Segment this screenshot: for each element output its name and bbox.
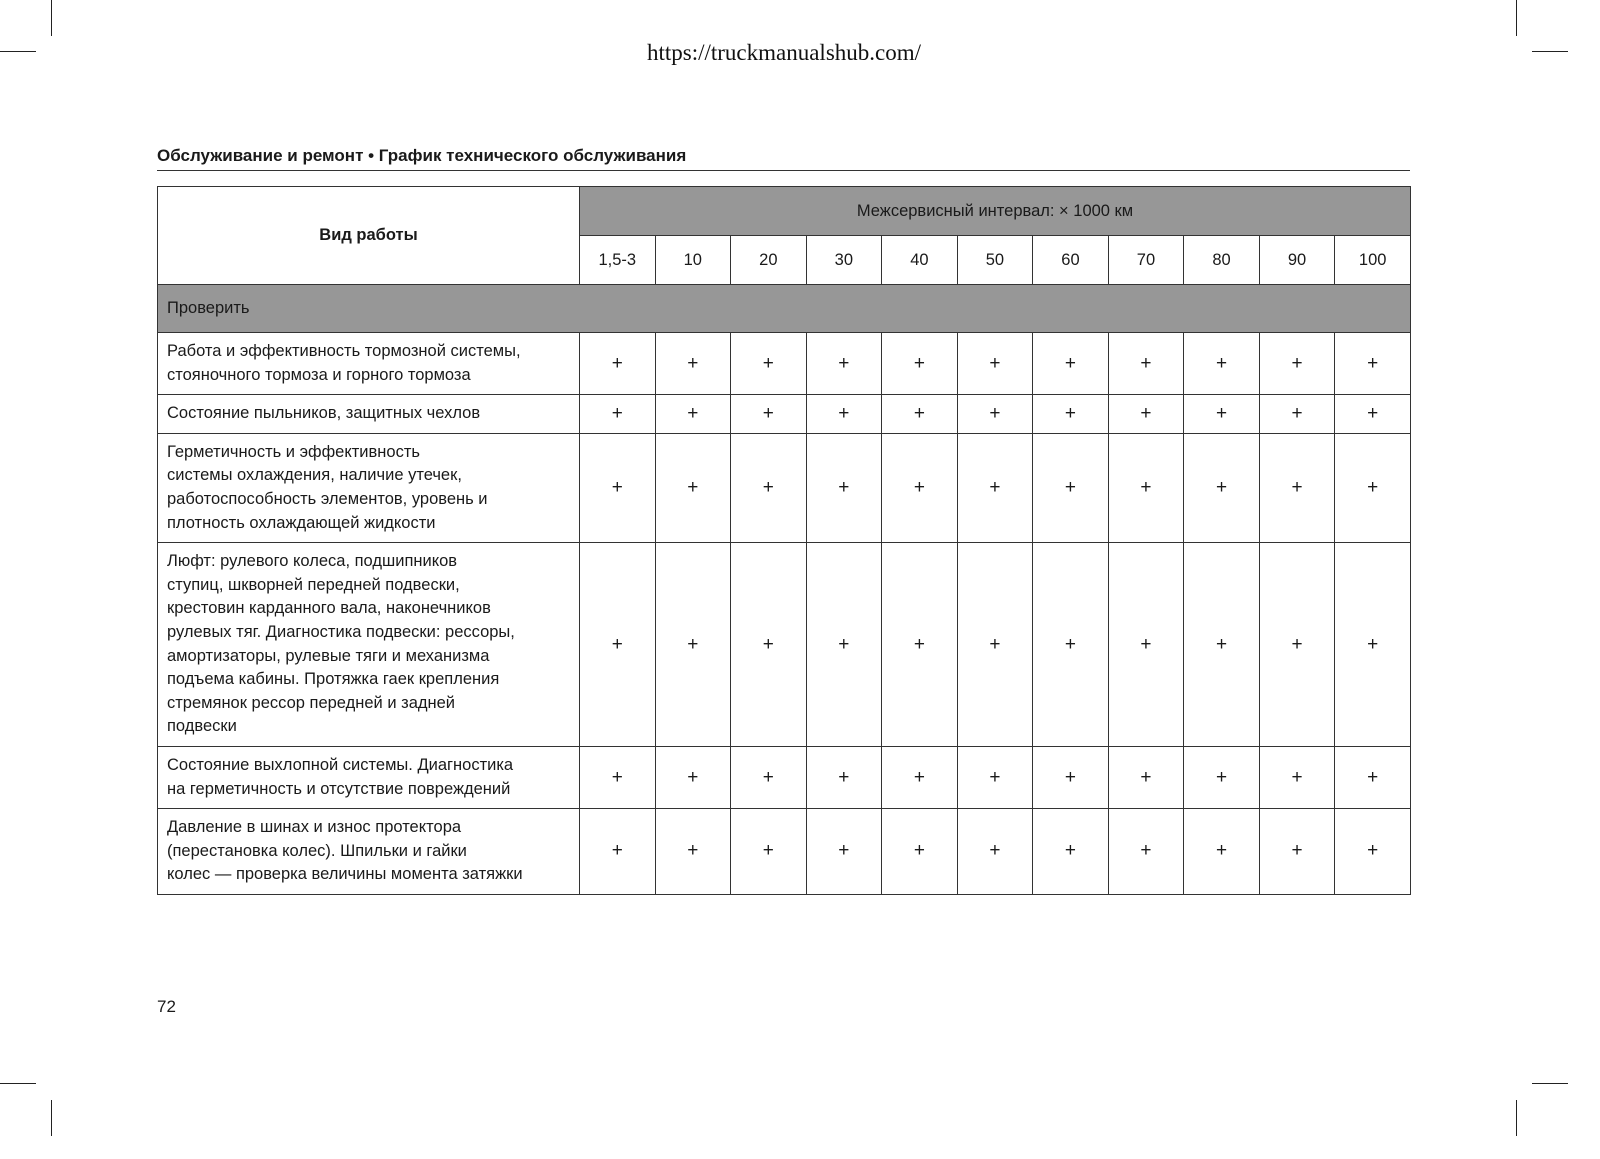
crop-mark: [1516, 0, 1517, 36]
check-mark: +: [731, 746, 807, 808]
section-check: Проверить: [158, 285, 1411, 333]
check-mark: +: [1259, 543, 1335, 747]
check-mark: +: [1335, 433, 1411, 542]
check-mark: +: [1335, 809, 1411, 895]
work-description: Состояние пыльников, защитных чехлов: [158, 395, 580, 434]
check-mark: +: [806, 395, 882, 434]
interval-2: 20: [731, 236, 807, 285]
work-description: Давление в шинах и износ протектора (перестановка колес). Шпильки и гайки колес — проверка величины момента затяжки: [158, 809, 580, 895]
check-mark: +: [655, 746, 731, 808]
check-mark: +: [1108, 543, 1184, 747]
interval-6: 60: [1033, 236, 1109, 285]
interval-header: Межсервисный интервал: × 1000 км: [580, 187, 1411, 236]
check-mark: +: [1033, 746, 1109, 808]
check-mark: +: [655, 543, 731, 747]
check-mark: +: [806, 809, 882, 895]
page-number: 72: [157, 997, 176, 1016]
interval-9: 90: [1259, 236, 1335, 285]
check-mark: +: [731, 809, 807, 895]
check-mark: +: [1184, 395, 1260, 434]
table-row: [158, 333, 1411, 395]
check-mark: +: [655, 333, 731, 395]
check-mark: +: [1108, 809, 1184, 895]
maintenance-schedule-table: [157, 186, 1411, 895]
check-mark: +: [1335, 395, 1411, 434]
interval-4: 40: [882, 236, 958, 285]
check-mark: +: [1108, 395, 1184, 434]
work-type-header: Вид работы: [158, 187, 580, 285]
running-header: Обслуживание и ремонт • График технического обслуживания: [157, 146, 1410, 171]
interval-5: 50: [957, 236, 1033, 285]
check-mark: +: [1184, 746, 1260, 808]
table-row: [158, 746, 1411, 808]
check-mark: +: [655, 809, 731, 895]
check-mark: +: [1184, 433, 1260, 542]
table-row: [158, 543, 1411, 747]
crop-mark: [51, 0, 52, 36]
check-mark: +: [1335, 543, 1411, 747]
crop-mark: [0, 1083, 36, 1084]
check-mark: +: [731, 433, 807, 542]
check-mark: +: [806, 333, 882, 395]
check-mark: +: [957, 746, 1033, 808]
check-mark: +: [1335, 333, 1411, 395]
check-mark: +: [806, 746, 882, 808]
interval-10: 100: [1335, 236, 1411, 285]
check-mark: +: [655, 395, 731, 434]
check-mark: +: [882, 543, 958, 747]
check-mark: +: [1259, 433, 1335, 542]
interval-0: 1,5-3: [580, 236, 656, 285]
table-row: [158, 433, 1411, 542]
check-mark: +: [957, 333, 1033, 395]
check-mark: +: [806, 433, 882, 542]
check-mark: +: [1033, 433, 1109, 542]
check-mark: +: [1108, 333, 1184, 395]
check-mark: +: [957, 395, 1033, 434]
check-mark: +: [882, 746, 958, 808]
check-mark: +: [580, 809, 656, 895]
source-url[interactable]: https://truckmanualshub.com/: [646, 40, 922, 65]
check-mark: +: [882, 333, 958, 395]
crop-mark: [1532, 1083, 1568, 1084]
table-row: [158, 809, 1411, 895]
check-mark: +: [580, 433, 656, 542]
check-mark: +: [1259, 333, 1335, 395]
crop-mark: [1516, 1100, 1517, 1136]
check-mark: +: [1108, 433, 1184, 542]
check-mark: +: [1335, 746, 1411, 808]
check-mark: +: [1184, 543, 1260, 747]
work-description: Состояние выхлопной системы. Диагностика на герметичность и отсутствие повреждений: [158, 746, 580, 808]
table-row: [158, 395, 1411, 434]
crop-mark: [51, 1100, 52, 1136]
check-mark: +: [1033, 395, 1109, 434]
check-mark: +: [1033, 543, 1109, 747]
check-mark: +: [957, 543, 1033, 747]
check-mark: +: [1033, 809, 1109, 895]
work-description: Работа и эффективность тормозной системы, стояночного тормоза и горного тормоза: [158, 333, 580, 395]
check-mark: +: [580, 543, 656, 747]
check-mark: +: [957, 809, 1033, 895]
check-mark: +: [731, 543, 807, 747]
interval-7: 70: [1108, 236, 1184, 285]
interval-1: 10: [655, 236, 731, 285]
work-description: Люфт: рулевого колеса, подшипников ступиц, шкворней передней подвески, крестовин карданного вала, наконечников рулевых тяг. Диагностика подвески: рессоры, амортизаторы, рулевые тяги и механизма подъема кабины. Протяжка гаек крепления стремянок рессор передней и задней подвески: [158, 543, 580, 747]
check-mark: +: [882, 433, 958, 542]
check-mark: +: [882, 809, 958, 895]
interval-8: 80: [1184, 236, 1260, 285]
check-mark: +: [580, 746, 656, 808]
check-mark: +: [1108, 746, 1184, 808]
check-mark: +: [806, 543, 882, 747]
check-mark: +: [1184, 809, 1260, 895]
check-mark: +: [1184, 333, 1260, 395]
check-mark: +: [882, 395, 958, 434]
check-mark: +: [580, 395, 656, 434]
check-mark: +: [580, 333, 656, 395]
check-mark: +: [957, 433, 1033, 542]
check-mark: +: [1259, 809, 1335, 895]
work-description: Герметичность и эффективность системы охлаждения, наличие утечек, работоспособность элементов, уровень и плотность охлаждающей жидкости: [158, 433, 580, 542]
check-mark: +: [1259, 395, 1335, 434]
interval-3: 30: [806, 236, 882, 285]
check-mark: +: [1033, 333, 1109, 395]
check-mark: +: [731, 333, 807, 395]
check-mark: +: [731, 395, 807, 434]
check-mark: +: [1259, 746, 1335, 808]
check-mark: +: [655, 433, 731, 542]
